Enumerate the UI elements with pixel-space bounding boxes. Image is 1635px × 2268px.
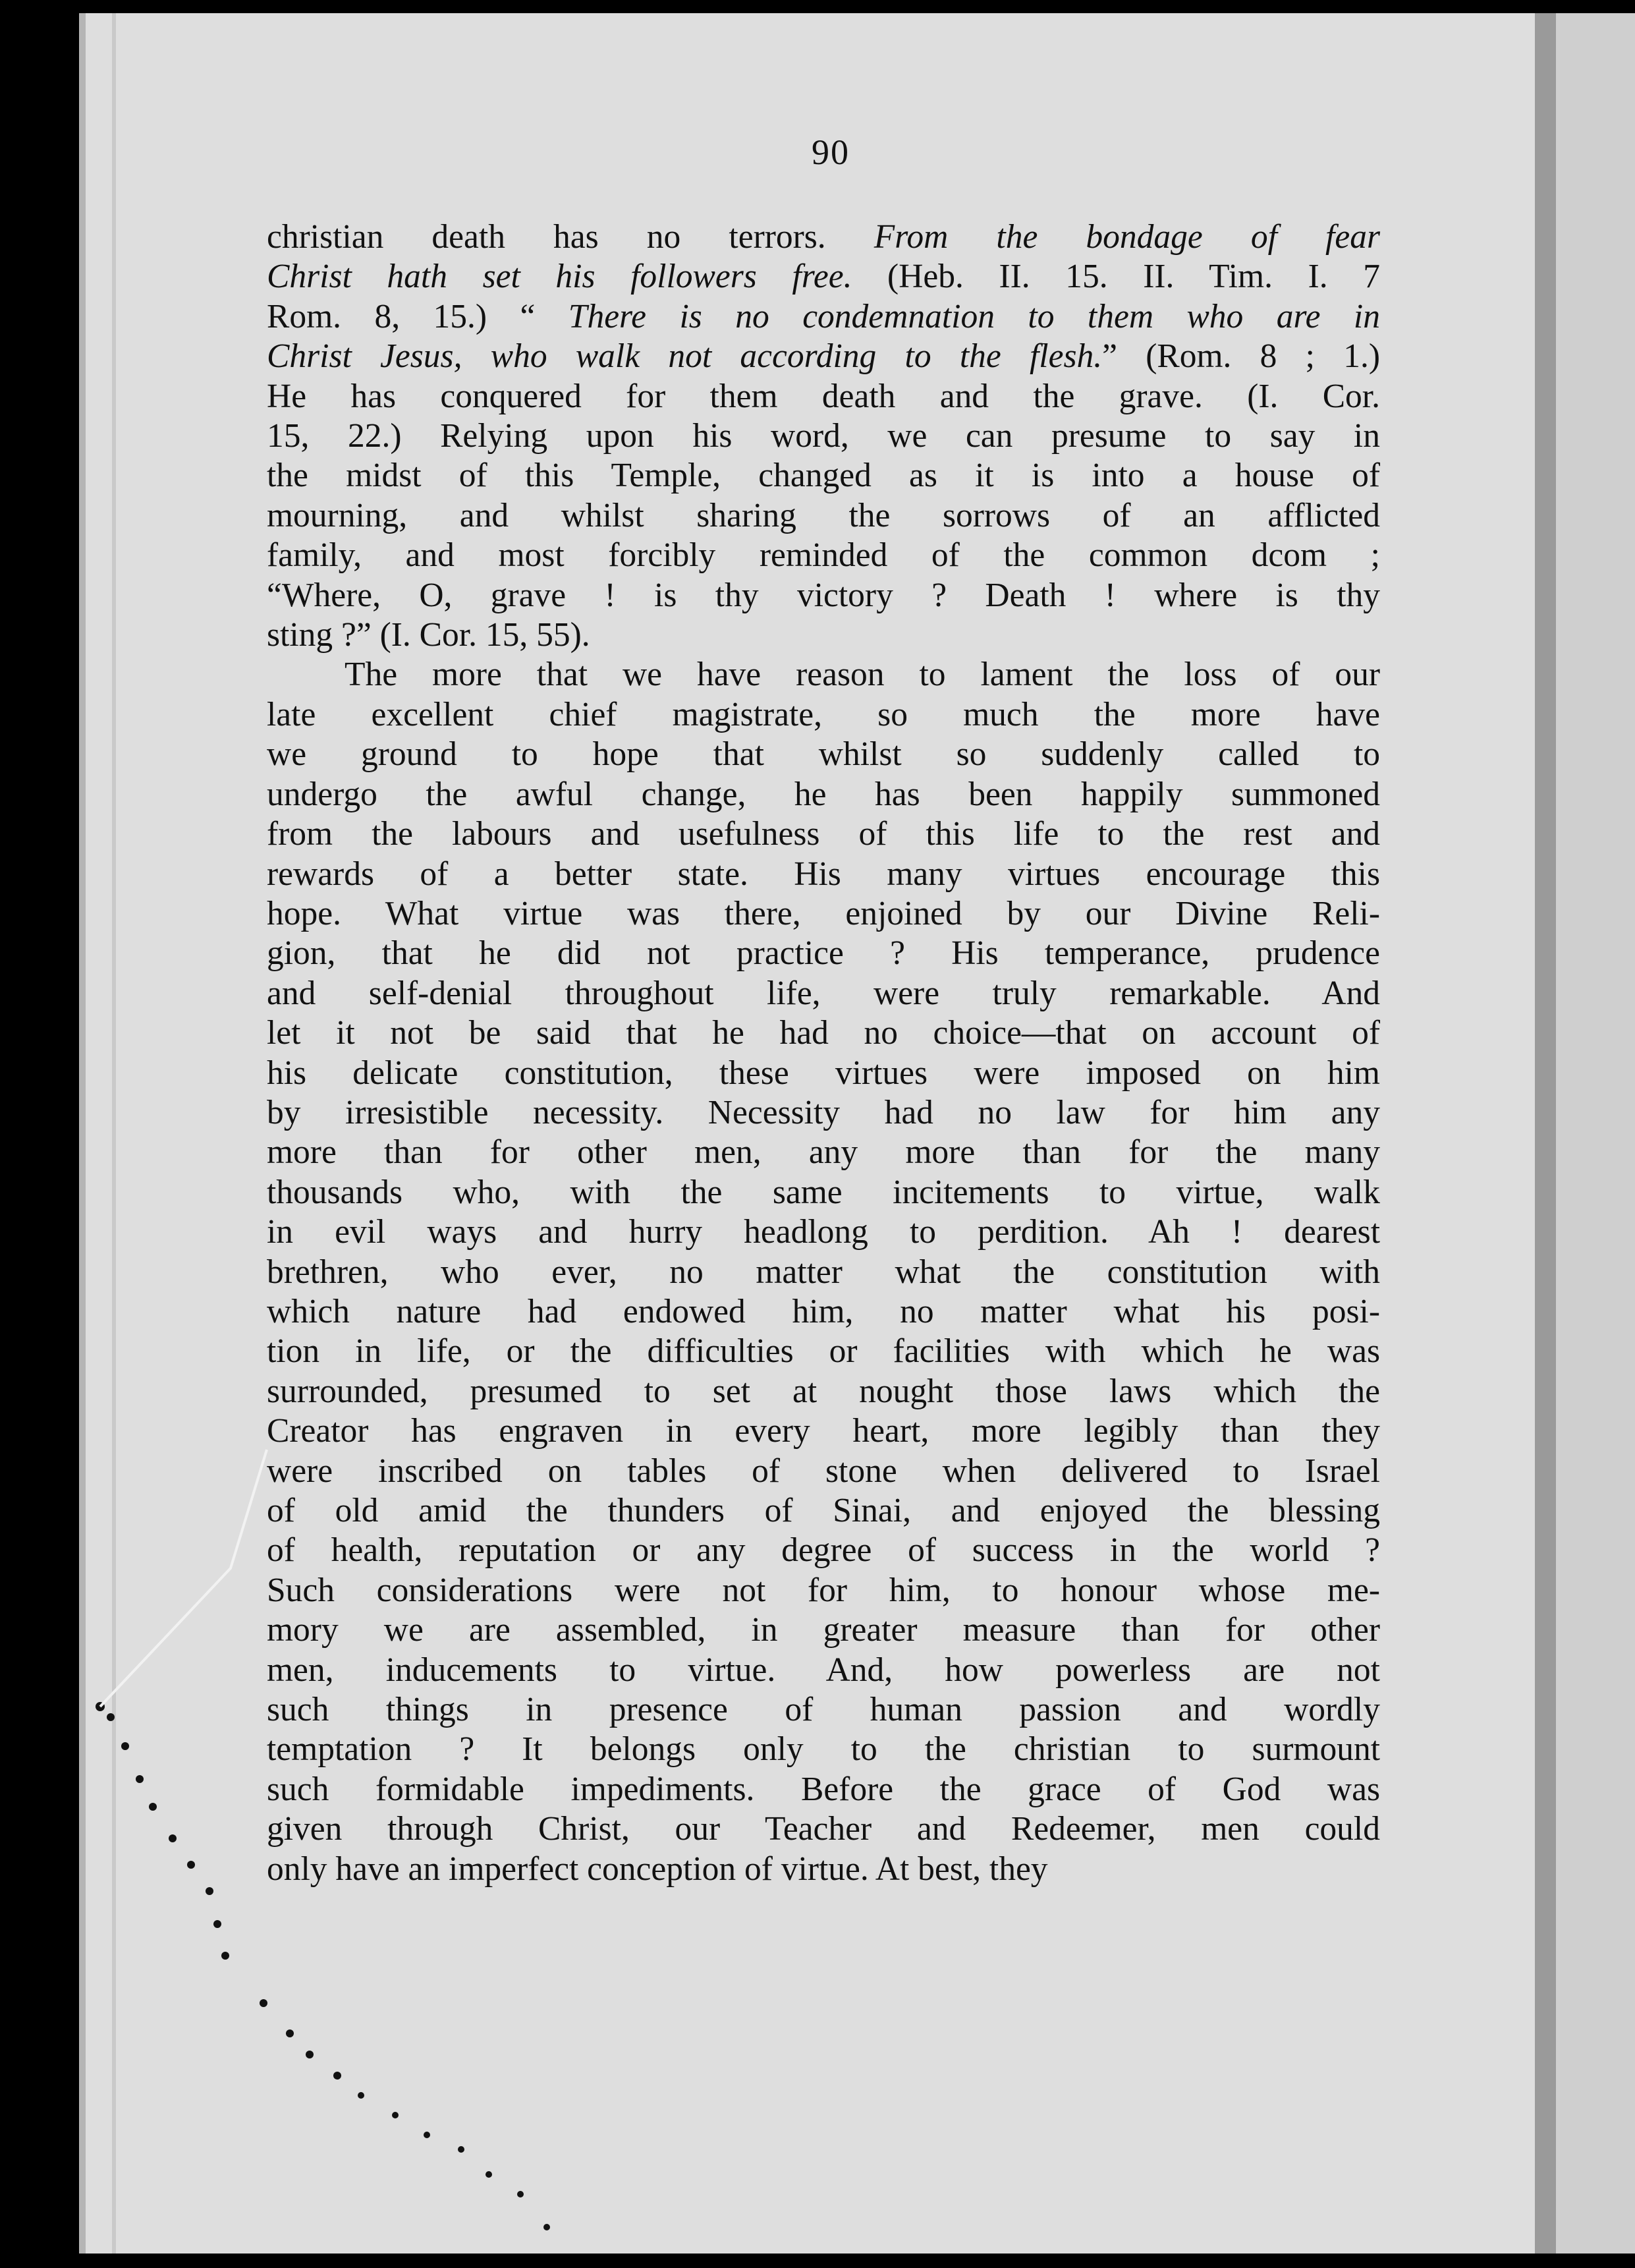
text-run: Creator has engraven in every heart, more legibly than they bbox=[267, 1412, 1380, 1450]
text-line bbox=[267, 257, 1380, 297]
text-run: ” (Rom. 8 ; 1.) bbox=[1102, 337, 1380, 376]
italic-text: Christ hath set his followers free. bbox=[267, 258, 852, 296]
text-line bbox=[267, 1054, 1380, 1093]
text-run: we ground to hope that whilst so suddenly called to bbox=[267, 735, 1380, 774]
text-run: hope. What virtue was there, enjoined by our Divine Reli- bbox=[267, 894, 1380, 932]
text-run: 15, 22.) Relying upon his word, we can presume to say in bbox=[267, 417, 1380, 455]
text-run: The more that we have reason to lament the loss of our bbox=[345, 656, 1380, 694]
text-line bbox=[267, 536, 1380, 575]
text-line bbox=[267, 1850, 1380, 1889]
text-line bbox=[267, 456, 1380, 496]
text-run: rewards of a better state. His many virtues encourage this bbox=[267, 855, 1380, 893]
text-line bbox=[267, 615, 1380, 655]
text-run: let it not be said that he had no choice—that on account of bbox=[267, 1014, 1380, 1052]
italic-text: Christ Jesus, who walk not according to the flesh. bbox=[267, 337, 1103, 376]
text-run: gion, that he did not practice ? His temperance, prudence bbox=[267, 934, 1380, 973]
text-line bbox=[267, 1253, 1380, 1292]
text-run: temptation ? It belongs only to the christian to surmount bbox=[267, 1730, 1380, 1769]
text-run: which nature had endowed him, no matter what his posi- bbox=[267, 1292, 1380, 1330]
text-run: Such considerations were not for him, to honour whose me- bbox=[267, 1571, 1380, 1609]
italic-text: There is no condemnation to them who are in bbox=[568, 297, 1380, 335]
paragraph bbox=[267, 217, 1380, 655]
text-run: of old amid the thunders of Sinai, and enjoyed the blessing bbox=[267, 1492, 1380, 1529]
text-run: “Where, O, grave ! is thy victory ? Death ! where is thy bbox=[267, 576, 1380, 614]
text-line bbox=[267, 1730, 1380, 1769]
text-line bbox=[267, 297, 1380, 337]
text-run: late excellent chief magistrate, so much the more have bbox=[267, 695, 1380, 733]
text-run: surrounded, presumed to set at nought those laws which the bbox=[267, 1372, 1380, 1410]
text-run: such things in presence of human passion and wordly bbox=[267, 1691, 1380, 1729]
text-line bbox=[267, 1610, 1380, 1650]
text-run: thousands who, with the same incitements to virtue, walk bbox=[267, 1173, 1380, 1211]
body-text bbox=[267, 217, 1380, 1889]
text-run: Rom. 8, 15.) “ bbox=[267, 297, 568, 335]
text-line bbox=[267, 496, 1380, 536]
text-line bbox=[267, 1770, 1380, 1809]
facing-page-edge bbox=[1556, 13, 1635, 2254]
text-line bbox=[267, 416, 1380, 456]
text-run: given through Christ, our Teacher and Redeemer, men could bbox=[267, 1810, 1380, 1848]
text-run: such formidable impediments. Before the grace of God was bbox=[267, 1770, 1380, 1808]
text-run: mourning, and whilst sharing the sorrows of an afflicted bbox=[267, 496, 1380, 534]
text-line bbox=[267, 1452, 1380, 1491]
text-line bbox=[267, 1651, 1380, 1690]
text-line bbox=[267, 1809, 1380, 1849]
text-run: the midst of this Temple, changed as it is into a house of bbox=[267, 457, 1380, 495]
text-run: by irresistible necessity. Necessity had no law for him any bbox=[267, 1093, 1380, 1131]
text-line bbox=[267, 337, 1380, 376]
text-run: tion in life, or the difficulties or facilities with which he was bbox=[267, 1332, 1380, 1371]
paragraph bbox=[267, 655, 1380, 1889]
text-run: christian death has no terrors. bbox=[267, 218, 874, 256]
text-run: of health, reputation or any degree of success in the world ? bbox=[267, 1531, 1380, 1570]
text-line bbox=[267, 377, 1380, 416]
text-line bbox=[267, 1013, 1380, 1053]
text-run: were inscribed on tables of stone when delivered to Israel bbox=[267, 1452, 1380, 1490]
text-line bbox=[267, 934, 1380, 973]
text-line bbox=[267, 894, 1380, 934]
text-run: his delicate constitution, these virtues were imposed on him bbox=[267, 1054, 1380, 1092]
text-line bbox=[267, 1531, 1380, 1570]
text-line bbox=[267, 1093, 1380, 1133]
text-run: undergo the awful change, he has been happily summoned bbox=[267, 775, 1380, 813]
text-run: He has conquered for them death and the grave. (I. Cor. bbox=[267, 377, 1380, 415]
text-line bbox=[267, 1212, 1380, 1252]
text-run: in evil ways and hurry headlong to perdition. Ah ! dearest bbox=[267, 1213, 1380, 1251]
text-run: more than for other men, any more than for the many bbox=[267, 1133, 1380, 1172]
text-line bbox=[267, 1332, 1380, 1371]
text-line bbox=[267, 576, 1380, 615]
text-line bbox=[267, 855, 1380, 894]
text-line bbox=[267, 1411, 1380, 1451]
text-run: sting ?” (I. Cor. 15, 55). bbox=[267, 616, 590, 654]
text-run: (Heb. II. 15. II. Tim. I. 7 bbox=[852, 258, 1380, 296]
text-line bbox=[267, 814, 1380, 854]
text-run: and self-denial throughout life, were truly remarkable. And bbox=[267, 974, 1380, 1012]
text-run: from the labours and usefulness of this life to the rest and bbox=[267, 815, 1380, 853]
text-line bbox=[267, 1173, 1380, 1212]
text-line bbox=[267, 1571, 1380, 1610]
text-line bbox=[267, 695, 1380, 735]
text-line bbox=[267, 1292, 1380, 1332]
text-run: only have an imperfect conception of virtue. At best, they bbox=[267, 1850, 1048, 1888]
text-line bbox=[267, 775, 1380, 814]
text-line bbox=[267, 217, 1380, 257]
text-run: men, inducements to virtue. And, how powerless are not bbox=[267, 1651, 1380, 1689]
page-binding-edge bbox=[112, 13, 116, 2254]
text-line bbox=[267, 735, 1380, 774]
text-run: mory we are assembled, in greater measure than for other bbox=[267, 1611, 1380, 1649]
book-gutter bbox=[1535, 13, 1556, 2254]
text-line bbox=[267, 1133, 1380, 1172]
text-run: family, and most forcibly reminded of the common dcom ; bbox=[267, 536, 1380, 575]
page-number: 90 bbox=[812, 132, 850, 172]
italic-text: From the bondage of fear bbox=[873, 218, 1380, 256]
text-line bbox=[267, 1690, 1380, 1730]
text-line bbox=[267, 655, 1380, 695]
text-line bbox=[267, 974, 1380, 1013]
text-line bbox=[267, 1372, 1380, 1411]
text-line bbox=[267, 1491, 1380, 1531]
text-run: brethren, who ever, no matter what the constitution with bbox=[267, 1253, 1380, 1291]
